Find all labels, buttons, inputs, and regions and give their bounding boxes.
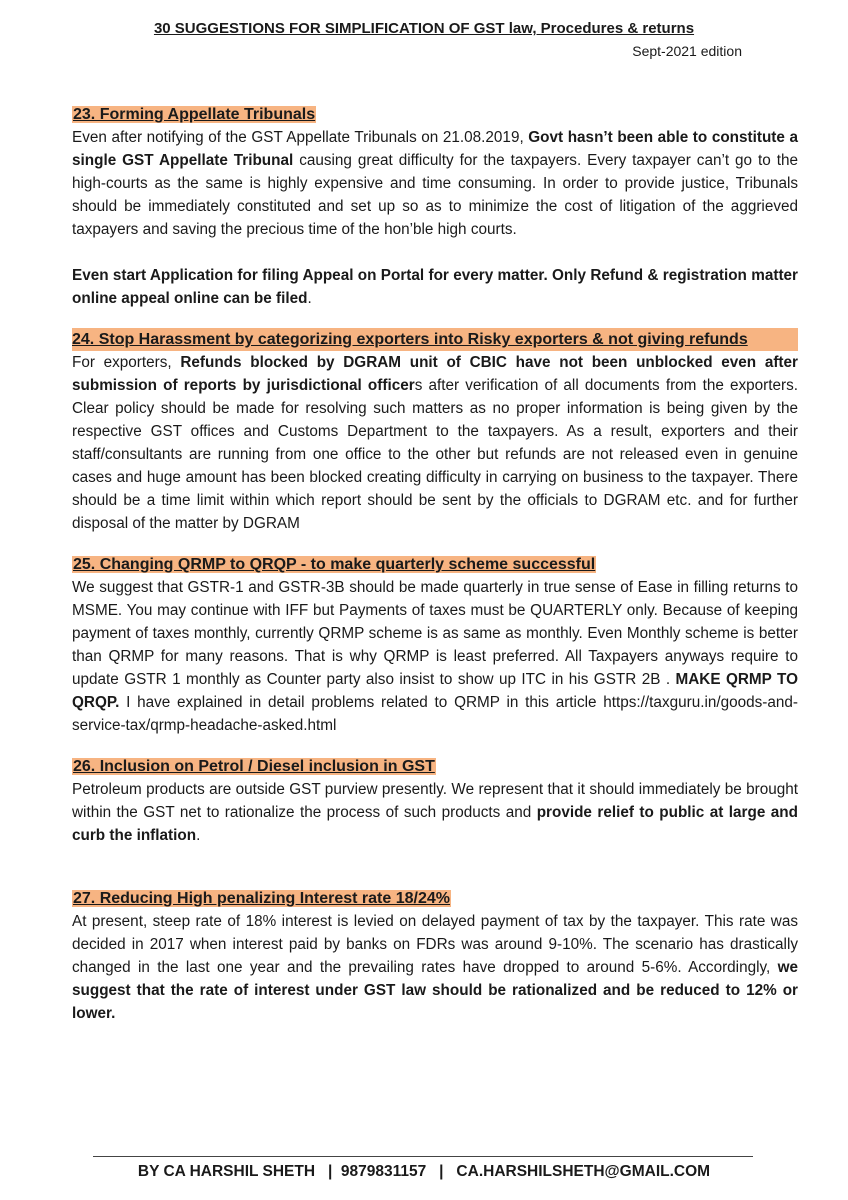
section-24 [72,328,798,535]
section-26-title: 26. Inclusion on Petrol / Diesel inclusion in GST [73,758,435,775]
footer-author-contact: BY CA HARSHIL SHETH | 9879831157 | CA.HARSHILSHETH@GMAIL.COM [137,1163,711,1180]
section-23-paragraph-1: Even after notifying of the GST Appellate Tribunals on 21.08.2019, Govt hasn’t been able to constitute a single GST Appellate Tribunal causing great difficulty for the taxpayers. Every taxpayer can’t go to the high-courts as the same is highly expensive and time consuming. In order to provide justice, Tribunals should be immediately constituted and set up so as to minimize the cost of litigation of the aggrieved taxpayers and saving the precious time of the hon’ble high courts. [72,129,798,238]
section-27-paragraph-1: At present, steep rate of 18% interest is levied on delayed payment of tax by the taxpayer. This rate was decided in 2017 when interest paid by banks on FDRs was around 9-10%. The scenario has drastically changed in the last one year and the prevailing rates have dropped to around 5-6%. Accordingly, we suggest that the rate of interest under GST law should be rationalized and be reduced to 12% or lower. [72,913,798,1022]
section-27-title: 27. Reducing High penalizing Interest rate 18/24% [73,890,450,907]
section-25-paragraph-1: We suggest that GSTR-1 and GSTR-3B should be made quarterly in true sense of Ease in filling returns to MSME. You may continue with IFF but Payments of taxes must be QUARTERLY only. Because of keeping payment of taxes monthly, currently QRMP scheme is as same as monthly. Even Monthly scheme is better than QRMP for many reasons. That is why QRMP is least preferred. All Taxpayers anyways require to update GSTR 1 monthly as Counter party also insist to show up ITC in his GSTR 2B . MAKE QRMP TO QRQP. I have explained in detail problems related to QRMP in this article https://taxguru.in/goods-and-service-tax/qrmp-headache-asked.html [72,579,798,734]
page-header-title: 30 SUGGESTIONS FOR SIMPLIFICATION OF GST law, Procedures & returns [153,20,695,37]
section-25 [72,553,798,737]
section-25-title: 25. Changing QRMP to QRQP - to make quarterly scheme successful [73,556,596,573]
section-23 [72,103,798,310]
edition-label: Sept-2021 edition [632,43,742,59]
section-23-paragraph-2: Even start Application for filing Appeal on Portal for every matter. Only Refund & registration matter online appeal online can be filed. [72,267,798,307]
section-24-paragraph-1: For exporters, Refunds blocked by DGRAM unit of CBIC have not been unblocked even after submission of reports by jurisdictional officers after verification of all documents from the exporters. Clear policy should be made for resolving such matters as no proper information is being given by the respective GST offices and Customs Department to the taxpayers. As a result, exporters and their staff/consultants are running from one office to the other but refunds are not released even in genuine cases and huge amount has been blocked creating difficulty in carrying on business to the taxpayer. There should be a time limit within which report should be sent by the officials to DGRAM etc. and for further disposal of the matter by DGRAM [72,354,799,532]
section-24-title: 24. Stop Harassment by categorizing exporters into Risky exporters & not giving refunds [72,328,798,351]
section-26-paragraph-1: Petroleum products are outside GST purview presently. We represent that it should immediately be brought within the GST net to rationalize the process of such products and provide relief to public at large and curb the inflation. [72,781,798,844]
footer-divider [93,1156,753,1157]
section-27 [72,887,798,1025]
section-23-title: 23. Forming Appellate Tribunals [73,106,316,123]
section-26 [72,755,798,847]
document-body [72,103,798,1043]
